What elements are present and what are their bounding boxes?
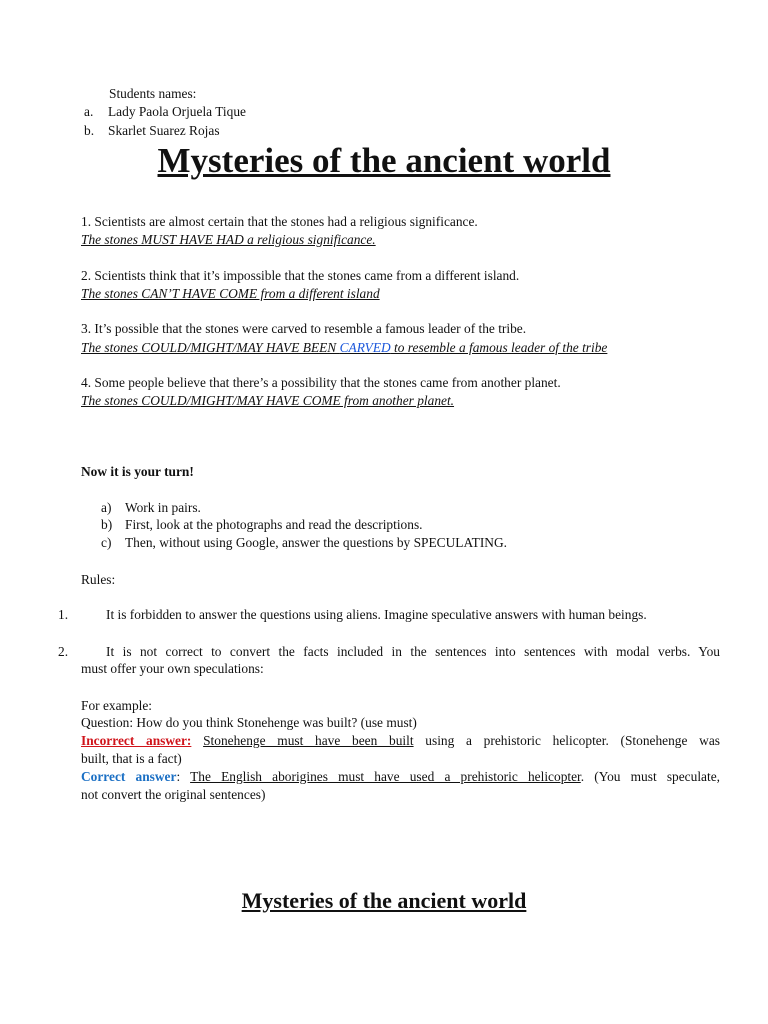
incorrect-answer-label: Incorrect answer: xyxy=(81,733,192,748)
incorrect-answer-line-2: built, that is a fact) xyxy=(81,751,182,766)
exercise-3-prompt: 3. It’s possible that the stones were carved to resemble a famous leader of the tribe. xyxy=(81,321,527,336)
rule-2-marker: 2. xyxy=(58,644,69,659)
student-name-a: Lady Paola Orjuela Tique xyxy=(108,104,246,119)
exercise-3-answer-start: The stones COULD/MIGHT/MAY HAVE BEEN xyxy=(81,340,340,355)
student-marker-b: b. xyxy=(84,123,95,138)
exercise-1-prompt: 1. Scientists are almost certain that the stones had a religious significance. xyxy=(81,214,478,229)
rule-2-line-1: It is not correct to convert the facts included in the sentences into sentences with modal verbs. You xyxy=(106,644,720,659)
exercise-2-answer: The stones CAN’T HAVE COME from a different island xyxy=(81,286,380,301)
example-question: Question: How do you think Stonehenge was built? (use must) xyxy=(81,715,417,730)
carved-link[interactable]: CARVED xyxy=(339,340,391,355)
exercise-3-answer-end: to resemble a famous leader of the tribe xyxy=(390,340,608,355)
correct-answer-underlined: The English aborigines must have used a prehistoric helicopter xyxy=(190,769,581,784)
correct-answer-rest: . (You must speculate, xyxy=(580,769,720,784)
students-heading: Students names: xyxy=(109,86,197,101)
turn-heading: Now it is your turn! xyxy=(81,464,194,479)
rules-heading: Rules: xyxy=(81,572,116,587)
step-text-b: First, look at the photographs and read the descriptions. xyxy=(125,517,423,532)
correct-answer-label: Correct answer xyxy=(81,769,177,784)
incorrect-answer-rest: using a prehistoric helicopter. (Stonehenge was xyxy=(413,733,720,748)
step-text-c: Then, without using Google, answer the questions by SPECULATING. xyxy=(125,535,507,550)
incorrect-answer-underlined: Stonehenge must have been built xyxy=(203,733,414,748)
second-page-title: Mysteries of the ancient world xyxy=(241,888,527,913)
rule-1-text: It is forbidden to answer the questions using aliens. Imagine speculative answers with human beings. xyxy=(106,607,647,622)
exercise-4-prompt: 4. Some people believe that there’s a possibility that the stones came from another planet. xyxy=(81,375,561,390)
exercise-4-answer: The stones COULD/MIGHT/MAY HAVE COME from another planet. xyxy=(81,393,455,408)
incorrect-answer-line-1 xyxy=(81,732,720,749)
student-name-b: Skarlet Suarez Rojas xyxy=(108,123,220,138)
rule-1-marker: 1. xyxy=(58,607,69,622)
step-marker-c: c) xyxy=(101,535,112,550)
example-intro: For example: xyxy=(81,698,153,713)
exercise-1-answer: The stones MUST HAVE HAD a religious significance. xyxy=(81,232,376,247)
exercise-2-prompt: 2. Scientists think that it’s impossible that the stones came from a different island. xyxy=(81,268,520,283)
step-text-a: Work in pairs. xyxy=(125,500,201,515)
step-marker-a: a) xyxy=(101,500,112,515)
page-title: Mysteries of the ancient world xyxy=(157,141,611,180)
correct-answer-colon: : xyxy=(176,769,181,784)
exercise-3-answer xyxy=(81,339,607,356)
correct-answer-line-1 xyxy=(81,768,720,785)
student-marker-a: a. xyxy=(84,104,94,119)
rule-2-line-2: must offer your own speculations: xyxy=(81,661,264,676)
step-marker-b: b) xyxy=(101,517,113,532)
correct-answer-line-2: not convert the original sentences) xyxy=(81,787,266,802)
